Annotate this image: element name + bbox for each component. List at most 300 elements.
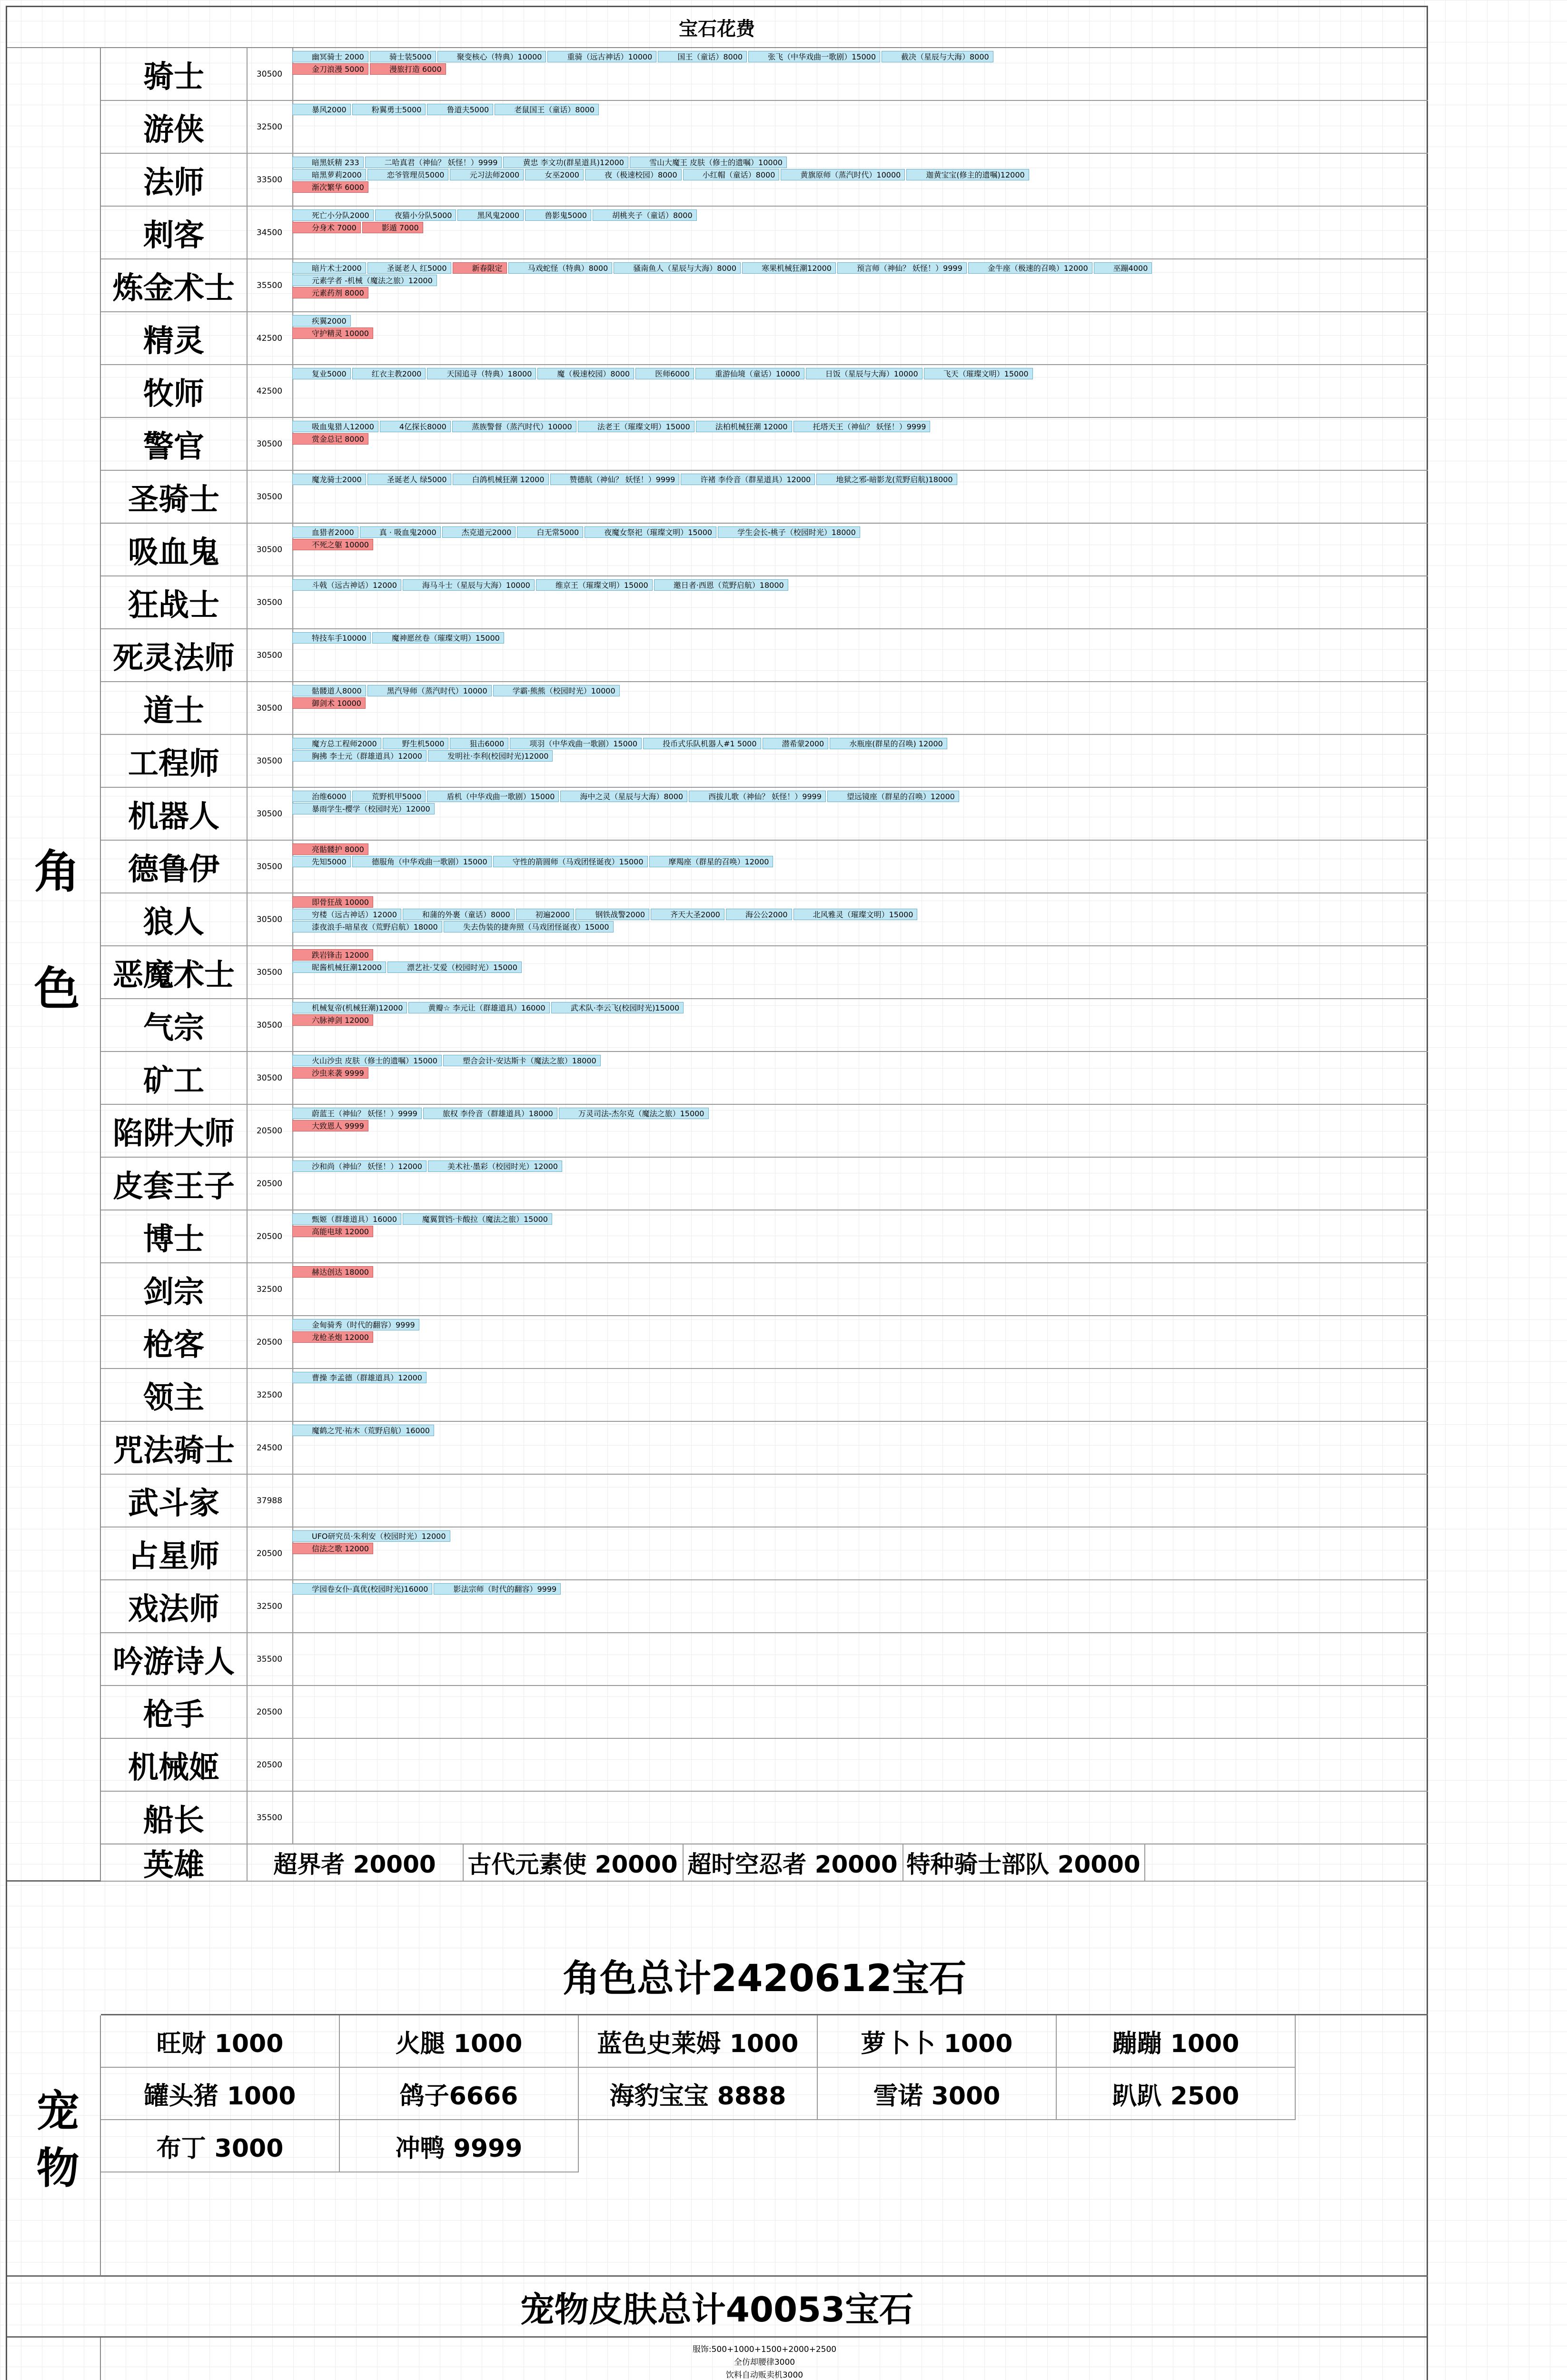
skin-item: 旅权 李伶音（群雄道具）18000 (423, 1108, 557, 1119)
skin-line (292, 421, 932, 432)
pet-skin-item: 鸽子6666 (340, 2068, 579, 2120)
skin-line (292, 685, 621, 696)
role-base-cost: 30500 (247, 735, 293, 787)
role-row (101, 735, 1428, 788)
role-row (101, 48, 1428, 101)
hero-row-name: 英雄 (101, 1844, 248, 1881)
skin-item: 白无常5000 (517, 526, 583, 538)
role-name: 法师 (101, 154, 248, 206)
role-skins (292, 471, 1428, 523)
skin-item: 武术队·李云飞(校园时光)15000 (551, 1002, 684, 1013)
skin-item: 和蒲的外裹（童话）8000 (403, 909, 515, 920)
skin-item: 荒野机甲5000 (352, 791, 426, 802)
role-row (101, 629, 1428, 682)
skin-line (292, 843, 370, 855)
skin-item: 曹操 李孟德（群雄道具）12000 (292, 1372, 426, 1383)
skin-line (292, 1319, 421, 1330)
skin-item: 雪山大魔王 皮肤（修士的遗嘱）10000 (630, 157, 787, 168)
skin-item: 望远镜座（群星的召唤）12000 (827, 791, 959, 802)
role-skins (292, 576, 1428, 628)
role-row (101, 1105, 1428, 1158)
role-skins (292, 629, 1428, 681)
skin-item: 重游仙境（童话）10000 (695, 368, 804, 379)
role-name: 骑士 (101, 48, 248, 100)
skin-item: 红衣主教2000 (352, 368, 426, 379)
skin-line (292, 474, 959, 485)
skin-item: 赞德航（神仙？ 妖怪！）9999 (550, 474, 680, 485)
skill-item: 渐次繁华 6000 (292, 181, 368, 193)
skin-item: 法柏机械狂潮 12000 (696, 421, 792, 432)
role-base-cost: 32500 (247, 1369, 293, 1421)
skin-line (292, 1266, 375, 1278)
skin-item: 魔（极速校园）8000 (537, 368, 634, 379)
skin-line (292, 433, 370, 445)
skin-item: 水瓶座(群星的召唤) 12000 (830, 738, 947, 749)
role-row (101, 999, 1428, 1052)
role-name: 死灵法师 (101, 629, 248, 681)
role-base-cost: 30500 (247, 841, 293, 892)
hero-item: 超界者 20000 (247, 1844, 464, 1881)
skin-item: 元习法师2000 (450, 169, 524, 180)
role-name: 精灵 (101, 312, 248, 364)
skin-item: 甄姬（群雄道具）16000 (292, 1213, 401, 1225)
skin-item: 二哈真君（神仙？ 妖怪！）9999 (365, 157, 502, 168)
skin-item: 真 · 吸血鬼2000 (360, 526, 441, 538)
role-row (101, 207, 1428, 259)
skill-item: 元素药剂 8000 (292, 287, 368, 298)
skin-line (292, 1067, 370, 1079)
skin-item: 学生会长-桃子（校园时光）18000 (718, 526, 860, 538)
skin-line (292, 921, 615, 932)
skin-line (292, 1543, 375, 1554)
skin-line (292, 169, 1031, 180)
skin-item: 兽影鬼5000 (525, 209, 591, 221)
skin-item: 天国追寻（特典）18000 (427, 368, 536, 379)
role-row (101, 576, 1428, 629)
pet-skin-item: 火腿 1000 (340, 2015, 579, 2068)
pet-skin-item: 罐头猪 1000 (101, 2068, 340, 2120)
role-name: 机器人 (101, 788, 248, 840)
role-row (101, 1052, 1428, 1105)
role-name: 游侠 (101, 101, 248, 153)
pet-skin-item: 蓝色史莱姆 1000 (579, 2015, 818, 2068)
skill-item: 大致恩人 9999 (292, 1120, 368, 1131)
skin-item: 德服角（中华戏曲一歌剧）15000 (352, 856, 492, 867)
role-row (101, 312, 1428, 365)
role-base-cost: 32500 (247, 1263, 293, 1315)
skin-item: 地狱之邪-暗影龙(荒野启航)18000 (816, 474, 957, 485)
skin-item: 死亡小分队2000 (292, 209, 374, 221)
pet-skin-item: 萝卜卜 1000 (818, 2015, 1057, 2068)
role-skins (292, 1633, 1428, 1685)
skin-item: 医师6000 (635, 368, 694, 379)
skin-line (292, 104, 600, 115)
skill-item: 金刀浪漫 5000 (292, 63, 368, 75)
skin-item: 蒸族警督（蒸汽时代）10000 (452, 421, 576, 432)
role-name: 船长 (101, 1792, 248, 1844)
skin-line (292, 1372, 428, 1383)
skin-item: 国王（童话）8000 (658, 51, 747, 62)
skin-item: 维京王（璀璨文明）15000 (536, 579, 653, 591)
role-base-cost: 30500 (247, 48, 293, 100)
role-base-cost: 20500 (247, 1686, 293, 1738)
skin-item: 聚变核心（特典）10000 (437, 51, 546, 62)
role-name: 炼金术士 (101, 259, 248, 311)
skin-item: 万灵司法-杰尔克（魔法之旅）15000 (559, 1108, 709, 1119)
skin-item: UFO研究员·朱利安（校园时光）12000 (292, 1530, 450, 1542)
skin-item: 女巫2000 (525, 169, 584, 180)
role-name: 博士 (101, 1210, 248, 1262)
pet-skin-item: 海豹宝宝 8888 (579, 2068, 818, 2120)
skin-item: 发明社·李利(校园时光)12000 (428, 750, 553, 762)
role-row (101, 1422, 1428, 1475)
role-row (101, 1263, 1428, 1316)
role-name: 剑宗 (101, 1263, 248, 1315)
skin-item: 4亿探长8000 (380, 421, 451, 432)
role-skins (292, 1105, 1428, 1157)
skin-item: 法老王（璀璨文明）15000 (578, 421, 694, 432)
role-row (101, 1739, 1428, 1792)
skill-item: 六脉神剑 12000 (292, 1014, 373, 1026)
skin-item: 黑风鬼2000 (457, 209, 524, 221)
skin-line (292, 539, 375, 550)
skin-line (292, 1160, 564, 1172)
role-name: 吟游诗人 (101, 1633, 248, 1685)
skin-item: 金牛座（极速的召唤）12000 (968, 262, 1092, 274)
hero-item: 特种骑士部队 20000 (903, 1844, 1145, 1881)
skill-item: 守护精灵 10000 (292, 327, 373, 339)
skin-item: 盾机（中华戏曲一歌剧）15000 (427, 791, 559, 802)
role-row (101, 1792, 1428, 1844)
role-base-cost: 42500 (247, 365, 293, 417)
skin-item: 黄瓣☆ 李元让（群雄道具）16000 (408, 1002, 549, 1013)
role-name: 戏法师 (101, 1580, 248, 1632)
skin-item: 漂艺社·艾爱（校园时光）15000 (387, 962, 522, 973)
role-base-cost: 30500 (247, 576, 293, 628)
skin-line (292, 1108, 710, 1119)
skin-line (292, 1002, 685, 1013)
skin-item: 夜（极速校园）8000 (585, 169, 682, 180)
role-name: 狼人 (101, 893, 248, 945)
role-name: 矿工 (101, 1052, 248, 1104)
skin-item: 海马斗士（星辰与大海）10000 (403, 579, 535, 591)
skin-item: 飞天（璀璨文明）15000 (924, 368, 1033, 379)
skin-item: 先知5000 (292, 856, 351, 867)
skin-item: 复业5000 (292, 368, 351, 379)
role-base-cost: 37988 (247, 1475, 293, 1527)
skin-item: 黄忠 李文功(群星道具)12000 (503, 157, 628, 168)
skin-line (292, 1120, 370, 1131)
role-row (101, 1369, 1428, 1422)
role-base-cost: 32500 (247, 101, 293, 153)
role-row (101, 1580, 1428, 1633)
role-skins (292, 207, 1428, 258)
role-base-cost: 20500 (247, 1316, 293, 1368)
role-skins (292, 1263, 1428, 1315)
pet-skin-item: 冲鸭 9999 (340, 2120, 579, 2172)
role-row (101, 154, 1428, 207)
skin-line (292, 697, 367, 709)
role-skins (292, 259, 1428, 311)
role-skins (292, 312, 1428, 364)
role-base-cost: 34500 (247, 207, 293, 258)
role-row (101, 471, 1428, 524)
skill-item: 不死之躯 10000 (292, 539, 373, 550)
role-base-cost: 42500 (247, 312, 293, 364)
skin-line (292, 287, 370, 298)
role-row (101, 841, 1428, 893)
skin-line (292, 1530, 452, 1542)
roles-category-label: 角色 (7, 48, 101, 1882)
skin-line (292, 896, 375, 908)
skin-item: 元素学者 -机械（魔法之旅）12000 (292, 275, 437, 286)
role-skins (292, 1422, 1428, 1474)
skin-item: 截决（星辰与大海）8000 (882, 51, 993, 62)
role-skins (292, 1158, 1428, 1210)
skin-item: 预言师（神仙？ 妖怪！）9999 (837, 262, 967, 274)
skin-item: 野生机5000 (383, 738, 449, 749)
skill-item: 影遁 7000 (362, 222, 423, 233)
skin-item: 巫蹦4000 (1094, 262, 1152, 274)
skin-line (292, 181, 370, 193)
skin-item: 影法宗师（时代的翻容）9999 (434, 1583, 561, 1595)
skin-item: 机械复帝(机械狂潮)12000 (292, 1002, 407, 1013)
role-name: 机械姬 (101, 1739, 248, 1791)
skin-item: 沙和尚（神仙？ 妖怪！）12000 (292, 1160, 426, 1172)
role-row (101, 1316, 1428, 1369)
role-row (101, 1158, 1428, 1210)
skill-item: 亮骷髅护 8000 (292, 843, 368, 855)
role-skins (292, 1369, 1428, 1421)
skin-line (292, 1014, 375, 1026)
skin-item: 魔神愿丝卷（璀璨文明）15000 (372, 632, 504, 644)
skin-item: 北风雅灵（璀璨文明）15000 (793, 909, 918, 920)
skin-item: 斗戟（远古神话）12000 (292, 579, 401, 591)
role-name: 恶魔术士 (101, 946, 248, 998)
role-row (101, 418, 1428, 471)
role-base-cost: 20500 (247, 1158, 293, 1210)
skill-item: 高能电球 12000 (292, 1226, 373, 1237)
skin-item: 齐天大圣2000 (651, 909, 724, 920)
role-skins (292, 1527, 1428, 1579)
skin-line (292, 791, 961, 802)
skin-item: 魔鹤之咒·祐木（荒野启航）16000 (292, 1425, 434, 1436)
skin-item: 火山沙虫 皮肤（修士的遗嘱）15000 (292, 1055, 442, 1066)
skin-item: 迦黄宝宝(修主的遗嘱)12000 (906, 169, 1029, 180)
skin-item: 吸血鬼猎人12000 (292, 421, 378, 432)
role-skins (292, 999, 1428, 1051)
pets-grid (101, 2015, 1428, 2277)
role-row (101, 893, 1428, 946)
role-name: 枪客 (101, 1316, 248, 1368)
pet-skin-item: 旺财 1000 (101, 2015, 340, 2068)
role-name: 枪手 (101, 1686, 248, 1738)
skin-item: 邀日者·西恩（荒野启航）18000 (654, 579, 788, 591)
skin-line (292, 222, 425, 233)
role-skins (292, 1316, 1428, 1368)
skin-item: 胡桃夹子（童话）8000 (593, 209, 697, 221)
gem-cost-sheet (6, 6, 1428, 2380)
role-name: 狂战士 (101, 576, 248, 628)
role-name: 牧师 (101, 365, 248, 417)
skin-line (292, 262, 1153, 274)
skin-item: 粉翼勇士5000 (352, 104, 426, 115)
role-row (101, 1527, 1428, 1580)
role-base-cost: 33500 (247, 154, 293, 206)
role-skins (292, 1686, 1428, 1738)
skin-item: 初遍2000 (516, 909, 575, 920)
skill-item: 新春限定 (453, 262, 507, 274)
role-skins (292, 893, 1428, 945)
role-row (101, 101, 1428, 154)
skin-item: 潜希蒙2000 (763, 738, 829, 749)
skin-item: 鲁道夫5000 (427, 104, 493, 115)
role-base-cost: 30500 (247, 471, 293, 523)
skin-item: 海中之灵（星辰与大海）8000 (560, 791, 687, 802)
skin-line (292, 368, 1034, 379)
pets-total: 宠物皮肤总计40053宝石 (7, 2277, 1427, 2338)
role-skins (292, 154, 1428, 206)
role-skins (292, 101, 1428, 153)
skin-item: 恋爷管理员5000 (367, 169, 449, 180)
role-name: 工程师 (101, 735, 248, 787)
role-base-cost: 20500 (247, 1739, 293, 1791)
hero-item: 超时空忍者 20000 (683, 1844, 903, 1881)
skin-item: 项羽（中华戏曲一歌剧）15000 (510, 738, 642, 749)
role-skins (292, 682, 1428, 734)
skin-item: 圣诞老人 红5000 (367, 262, 451, 274)
skin-item: 治维6000 (292, 791, 351, 802)
furniture-item: 饮料自动贩卖机3000 (725, 2370, 803, 2380)
skin-line (292, 1425, 436, 1436)
role-base-cost: 30500 (247, 682, 293, 734)
role-name: 警官 (101, 418, 248, 470)
skill-item: 沙虫来袭 9999 (292, 1067, 368, 1079)
skin-item: 寒果机械狂潮12000 (742, 262, 836, 274)
skin-item: 魔翼賀铛·卡酸拉（魔法之旅）15000 (403, 1213, 552, 1225)
role-base-cost: 30500 (247, 946, 293, 998)
role-base-cost: 35500 (247, 259, 293, 311)
role-name: 领主 (101, 1369, 248, 1421)
role-skins (292, 1475, 1428, 1527)
skin-item: 穷楼（远古神话）12000 (292, 909, 401, 920)
skin-item: 西拔儿歌（神仙？ 妖怪！）9999 (689, 791, 826, 802)
skin-item: 暴风2000 (292, 104, 351, 115)
role-skins (292, 1739, 1428, 1791)
skin-line (292, 1583, 562, 1595)
role-skins (292, 524, 1428, 575)
role-base-cost: 30500 (247, 999, 293, 1051)
skin-item: 蔚蓝王（神仙？ 妖怪！）9999 (292, 1108, 422, 1119)
role-base-cost: 30500 (247, 629, 293, 681)
skin-item: 托塔天王（神仙？ 妖怪！）9999 (793, 421, 931, 432)
skin-item: 夜魔女祭祀（璀璨文明）15000 (585, 526, 716, 538)
pet-skin-item: 蹦蹦 1000 (1057, 2015, 1296, 2068)
pet-skin-item: 雪诺 3000 (818, 2068, 1057, 2120)
skin-item: 许褚 李伶音（群星道具）12000 (681, 474, 815, 485)
skill-item: 即骨狂战 10000 (292, 896, 373, 908)
skin-item: 日饭（星辰与大海）10000 (806, 368, 922, 379)
role-base-cost: 35500 (247, 1633, 293, 1685)
skin-item: 骷髅道人8000 (292, 685, 366, 696)
skin-line (292, 1213, 554, 1225)
role-row (101, 524, 1428, 576)
skill-item: 赏金总记 8000 (292, 433, 368, 445)
role-row (101, 365, 1428, 418)
skin-line (292, 1055, 602, 1066)
roles-total: 角色总计2420612宝石 (101, 1936, 1428, 2015)
skin-item: 血猎者2000 (292, 526, 358, 538)
furniture-list (101, 2338, 1428, 2380)
skin-item: 学园卷女仆·真优(校园时光)16000 (292, 1583, 432, 1595)
role-row (101, 1686, 1428, 1739)
role-name: 咒法骑士 (101, 1422, 248, 1474)
role-row (101, 682, 1428, 735)
skin-item: 幽冥骑士 2000 (292, 51, 368, 62)
role-row (101, 259, 1428, 312)
furniture-item: 全仿却腰律3000 (734, 2357, 795, 2367)
role-skins (292, 735, 1428, 787)
skin-line (292, 275, 438, 286)
skin-item: 摩羯座（群星的召唤）12000 (649, 856, 774, 867)
role-name: 吸血鬼 (101, 524, 248, 575)
role-base-cost: 30500 (247, 524, 293, 575)
skin-item: 狙击6000 (450, 738, 508, 749)
skin-item: 塑合会计-安达斯卡（魔法之旅）18000 (443, 1055, 601, 1066)
skin-line (292, 803, 436, 814)
skin-item: 疾翼2000 (292, 315, 351, 327)
role-row (101, 1475, 1428, 1527)
furniture-item: 服饰:500+1000+1500+2000+2500 (692, 2344, 837, 2354)
role-name: 刺客 (101, 207, 248, 258)
skin-item: 昵酱机械狂潮12000 (292, 962, 386, 973)
skin-item: 圣诞老人 绿5000 (367, 474, 451, 485)
hero-item: 古代元素使 20000 (463, 1844, 684, 1881)
role-base-cost: 24500 (247, 1422, 293, 1474)
role-name: 道士 (101, 682, 248, 734)
skin-item: 暴雨学生-樱学（校园时光）12000 (292, 803, 435, 814)
role-name: 德鲁伊 (101, 841, 248, 892)
role-name: 陷阱大师 (101, 1105, 248, 1157)
skill-item: 御剑术 10000 (292, 697, 366, 709)
sheet-title: 宝石花费 (7, 7, 1427, 48)
skin-line (292, 856, 774, 867)
skin-item: 学霸·熊熊（校园时光）10000 (493, 685, 620, 696)
role-base-cost: 35500 (247, 1792, 293, 1844)
pets-category-label: 宠物 (7, 2015, 101, 2277)
skin-item: 金甸骑秀（时代的翻容）9999 (292, 1319, 419, 1330)
skill-item: 跌岩锋击 12000 (292, 949, 373, 961)
skin-item: 漆夜浪手-暗星夜（荒野启航）18000 (292, 921, 442, 932)
skin-line (292, 1331, 375, 1343)
skin-line (292, 738, 949, 749)
pet-skin-item: 趴趴 2500 (1057, 2068, 1296, 2120)
skin-line (292, 315, 352, 327)
role-name: 圣骑士 (101, 471, 248, 523)
role-base-cost: 30500 (247, 893, 293, 945)
skin-line (292, 63, 447, 75)
skill-item: 龙枪圣炮 12000 (292, 1331, 373, 1343)
skin-item: 夜猫小分队5000 (375, 209, 456, 221)
role-skins (292, 788, 1428, 840)
skill-item: 分身术 7000 (292, 222, 361, 233)
skill-item: 赫达创达 18000 (292, 1266, 373, 1278)
skin-item: 胸拂 李士元（群雄道具）12000 (292, 750, 426, 762)
skill-item: 漫旅打造 6000 (370, 63, 446, 75)
role-base-cost: 30500 (247, 788, 293, 840)
role-row (101, 946, 1428, 999)
skin-line (292, 327, 375, 339)
